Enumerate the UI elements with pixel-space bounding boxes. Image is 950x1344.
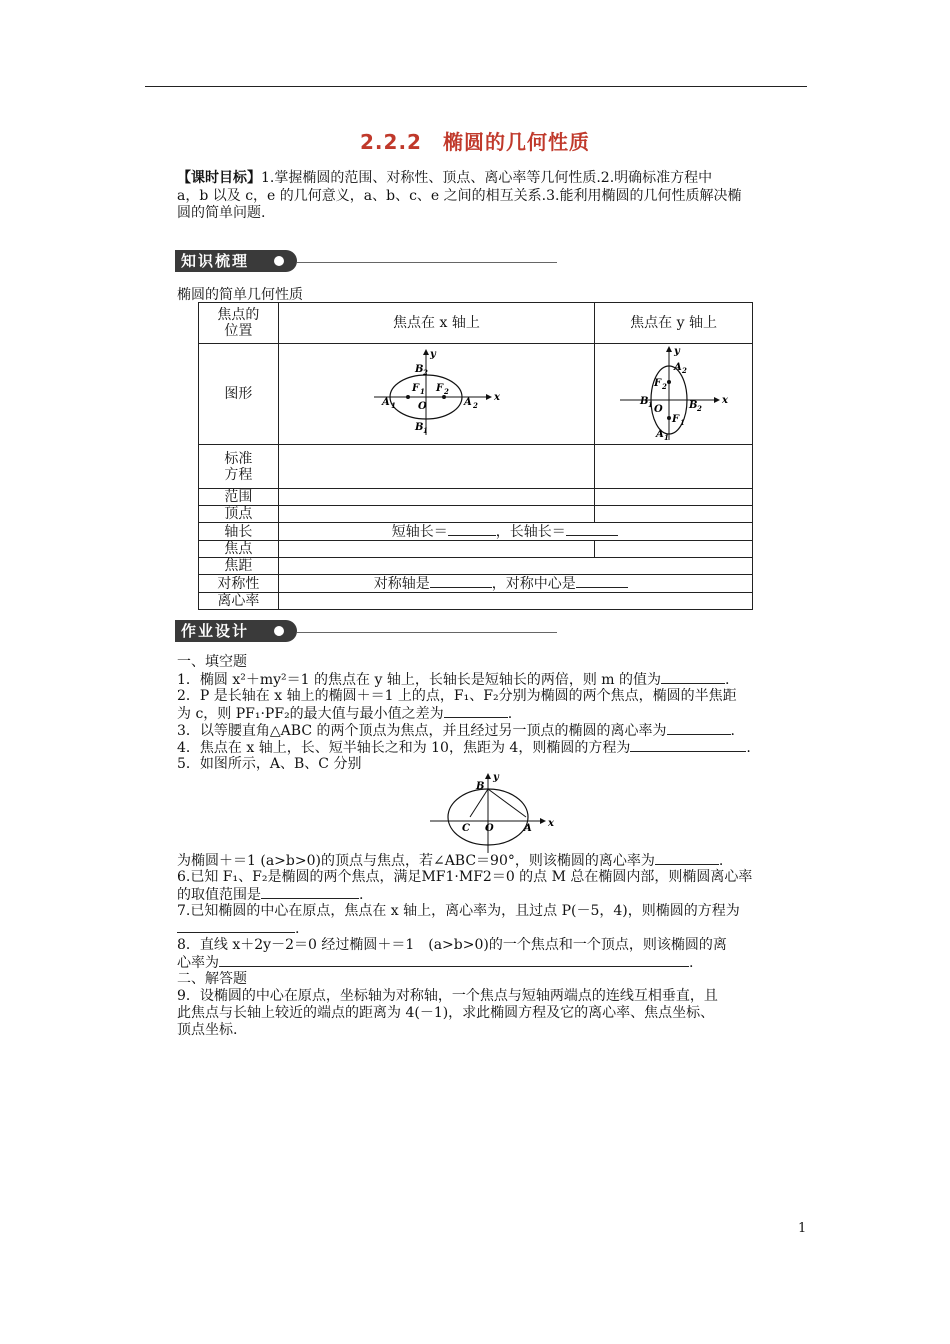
- cell: [278, 506, 594, 523]
- goal-line-3: 圆的简单问题.: [177, 205, 266, 222]
- symmetry-axis-label: 对称轴是: [373, 576, 430, 592]
- svg-text:x: x: [494, 392, 501, 403]
- question-6-line-2: 的取值范围是 .: [177, 887, 364, 903]
- svg-text:1: 1: [679, 418, 685, 427]
- section-dot-icon: [274, 626, 284, 636]
- question-7-line-1: 7.已知椭圆的中心在原点，焦点在 x 轴上，离心率为，且过点 P(－5，4)，则椭圆的方程为: [177, 903, 740, 919]
- svg-text:F: F: [653, 378, 661, 389]
- axis-length-cell: [278, 523, 752, 541]
- question-8-line-1: 8．直线 x＋2y－2＝0 经过椭圆＋＝1 (a>b>0)的一个焦点和一个顶点，则该椭圆的离: [177, 937, 727, 953]
- table-row: [199, 303, 753, 344]
- question-4: 4．焦点在 x 轴上，长、短半轴长之和为 10，焦距为 4，则椭圆的方程为 .: [177, 740, 751, 756]
- blank-line: [630, 739, 746, 752]
- svg-text:A: A: [655, 429, 664, 440]
- cell: [278, 541, 594, 558]
- svg-text:A: A: [464, 397, 473, 408]
- svg-text:x: x: [721, 395, 728, 406]
- cell: [595, 489, 753, 506]
- row-label-focal-distance: 焦距: [199, 558, 279, 575]
- svg-text:O: O: [485, 823, 494, 834]
- cell: [595, 541, 753, 558]
- row-label-equation: 标准 方程: [199, 445, 279, 489]
- svg-text:2: 2: [423, 368, 429, 377]
- svg-text:O: O: [653, 404, 663, 415]
- table-caption: 椭圆的简单几何性质: [177, 287, 303, 303]
- table-row: [199, 445, 753, 489]
- header-position: 焦点的 位置: [199, 303, 279, 344]
- row-label-eccentricity: 离心率: [199, 593, 279, 610]
- table-row: [199, 575, 753, 593]
- blank-line: [430, 575, 492, 588]
- lesson-goal: [177, 170, 807, 223]
- table-row: [199, 593, 753, 610]
- cell: [278, 445, 594, 489]
- question-3: 3．以等腰直角△ABC 的两个顶点为焦点，并且经过另一顶点的椭圆的离心率为 .: [177, 723, 735, 739]
- row-label-symmetry: 对称性: [199, 575, 279, 593]
- question-5-ellipse-diagram: [430, 771, 560, 853]
- svg-text:A: A: [382, 397, 391, 408]
- svg-text:B: B: [415, 364, 424, 375]
- header-y-axis: 焦点在 y 轴上: [595, 303, 753, 344]
- blank-line: [655, 852, 719, 865]
- goal-tag: 【课时目标】: [177, 170, 261, 186]
- row-label-vertex: 顶点: [199, 506, 279, 523]
- svg-text:y: y: [493, 772, 499, 783]
- svg-text:1: 1: [423, 426, 429, 435]
- section-rule: [297, 632, 557, 633]
- blank-line: [261, 886, 359, 899]
- question-1: 1．椭圆 x²＋my²＝1 的焦点在 y 轴上，长轴长是短轴长的两倍，则 m 的值为 .: [177, 672, 730, 688]
- symmetry-center-label: ，对称中心是: [491, 576, 576, 592]
- question-2-line-1: 2．P 是长轴在 x 轴上的椭圆＋＝1 上的点，F₁、F₂分别为椭圆的两个焦点，椭圆的半焦距: [177, 688, 737, 704]
- minor-axis-label: 短轴长＝: [391, 524, 448, 540]
- cell: [595, 506, 753, 523]
- svg-text:F: F: [671, 414, 679, 425]
- ellipse-y-diagram: [614, 344, 734, 440]
- question-9-line-3: 顶点坐标.: [177, 1022, 238, 1038]
- section-knowledge-label: 知识梳理: [175, 250, 297, 272]
- question-8-line-2: 心率为 .: [177, 955, 694, 971]
- svg-text:y: y: [430, 349, 437, 360]
- major-axis-label: ，长轴长＝: [495, 524, 566, 540]
- svg-text:O: O: [418, 401, 428, 412]
- part2-heading: 二、解答题: [177, 971, 247, 987]
- svg-text:B: B: [639, 396, 649, 407]
- question-7-line-2: .: [177, 920, 299, 938]
- svg-text:1: 1: [663, 433, 669, 440]
- goal-line-1: 1.掌握椭圆的范围、对称性、顶点、离心率等几何性质.2.明确标准方程中: [261, 170, 713, 186]
- cell: [278, 593, 752, 610]
- header-rule: [145, 86, 807, 87]
- svg-text:2: 2: [473, 401, 479, 410]
- svg-text:1: 1: [420, 387, 426, 396]
- blank-line: [576, 575, 628, 588]
- blank-line: [667, 722, 731, 735]
- blank-line: [444, 705, 508, 718]
- ellipse-x-diagram: [366, 347, 506, 437]
- question-5-line-2: 为椭圆＋＝1 (a>b>0)的顶点与焦点，若∠ABC＝90°，则该椭圆的离心率为 .: [177, 853, 724, 869]
- table-row: [199, 489, 753, 506]
- svg-text:A: A: [524, 823, 532, 834]
- blank-line: [566, 523, 618, 536]
- header-x-axis: 焦点在 x 轴上: [278, 303, 594, 344]
- svg-text:B: B: [688, 400, 698, 411]
- question-9-line-2: 此焦点与长轴上较近的端点的距离为 4(－1)，求此椭圆方程及它的离心率、焦点坐标、: [177, 1005, 715, 1021]
- row-label-range: 范围: [199, 489, 279, 506]
- question-5-line-1: 5．如图所示，A、B、C 分别: [177, 756, 362, 772]
- blank-line: [219, 954, 689, 967]
- svg-text:2: 2: [444, 387, 450, 396]
- svg-text:2: 2: [661, 382, 667, 391]
- blank-line: [177, 920, 295, 933]
- table-row: [199, 541, 753, 558]
- svg-text:A: A: [673, 362, 682, 373]
- page-number: 1: [798, 1221, 807, 1236]
- table-row: [199, 344, 753, 445]
- svg-text:y: y: [673, 346, 680, 357]
- symmetry-cell: [278, 575, 752, 593]
- table-row: [199, 558, 753, 575]
- blank-line: [661, 671, 725, 684]
- blank-line: [448, 523, 496, 536]
- figure-x-ellipse: [278, 344, 594, 445]
- svg-text:1: 1: [391, 401, 397, 410]
- svg-text:x: x: [548, 818, 554, 829]
- cell: [595, 445, 753, 489]
- table-row: [199, 523, 753, 541]
- goal-line-2: a，b 以及 c，e 的几何意义，a、b、c、e 之间的相互关系.3.能利用椭圆的几何性质解决椭: [177, 187, 742, 204]
- svg-text:C: C: [462, 823, 470, 834]
- part1-heading: 一、填空题: [177, 654, 247, 670]
- cell: [278, 558, 752, 575]
- row-label-axis-length: 轴长: [199, 523, 279, 541]
- svg-text:2: 2: [696, 404, 702, 413]
- page-title: 2.2.2 椭圆的几何性质: [360, 130, 590, 154]
- row-label-figure: 图形: [199, 344, 279, 445]
- svg-text:1: 1: [647, 400, 653, 409]
- figure-y-ellipse: [595, 344, 753, 445]
- question-2-line-2: 为 c，则 PF₁·PF₂的最大值与最小值之差为 .: [177, 706, 513, 722]
- ellipse-properties-table: [198, 302, 753, 610]
- section-dot-icon: [274, 256, 284, 266]
- cell: [278, 489, 594, 506]
- table-row: [199, 506, 753, 523]
- row-label-focus: 焦点: [199, 541, 279, 558]
- section-homework-label: 作业设计: [175, 620, 297, 642]
- svg-text:2: 2: [681, 366, 687, 375]
- section-rule: [297, 262, 557, 263]
- svg-text:B: B: [476, 781, 485, 792]
- question-6-line-1: 6.已知 F₁、F₂是椭圆的两个焦点，满足MF1·MF2＝0 的点 M 总在椭圆内部，则椭圆离心率: [177, 869, 753, 885]
- question-9-line-1: 9．设椭圆的中心在原点，坐标轴为对称轴，一个焦点与短轴两端点的连线互相垂直，且: [177, 988, 718, 1004]
- svg-text:B: B: [415, 422, 424, 433]
- svg-text:F: F: [436, 383, 444, 394]
- svg-text:F: F: [412, 383, 420, 394]
